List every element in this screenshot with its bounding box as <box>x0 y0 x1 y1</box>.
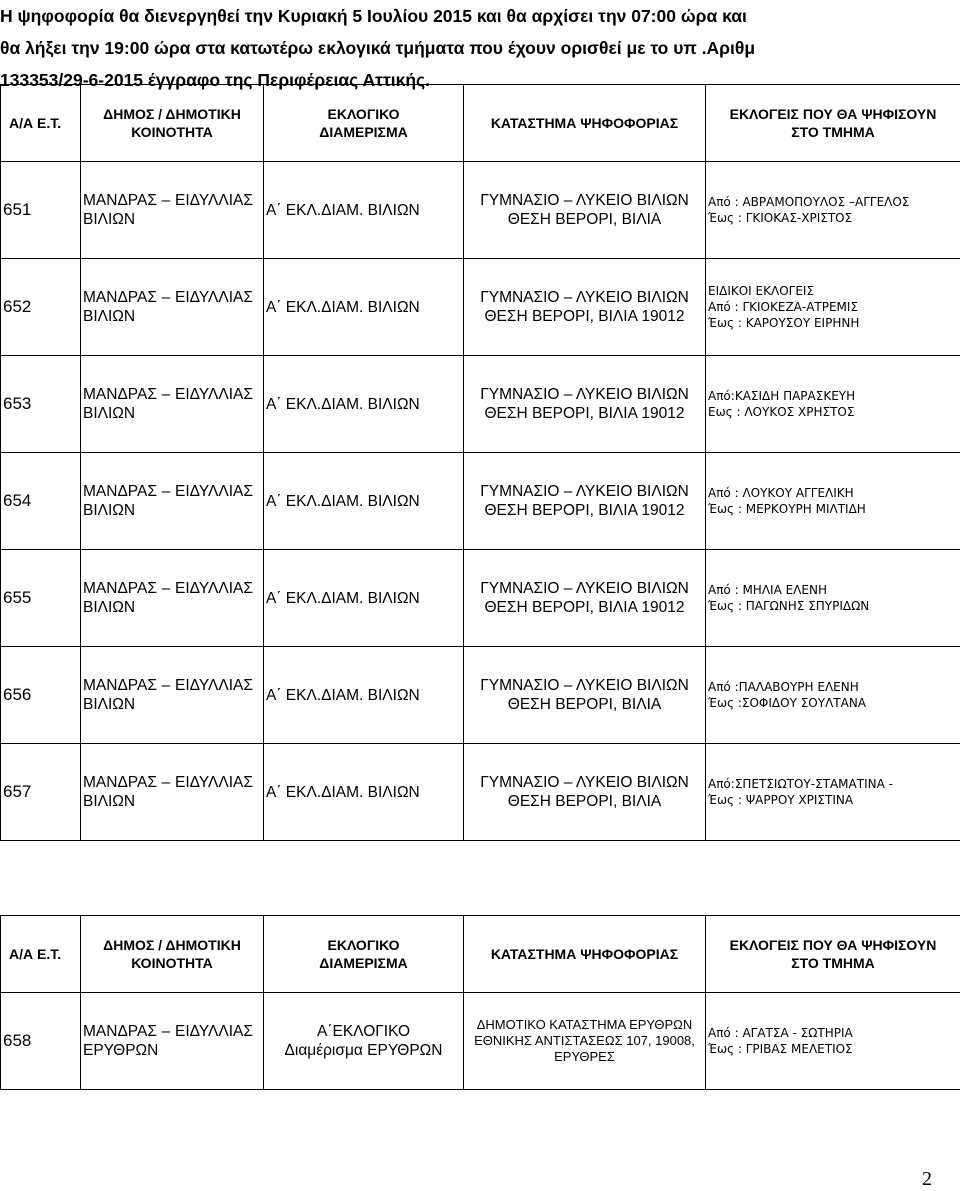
row-eklogiko: Α΄ ΕΚΛ.ΔΙΑΜ. ΒΙΛΙΩΝ <box>264 356 464 453</box>
header-eklogiko: ΕΚΛΟΓΙΚΟ ΔΙΑΜΕΡΙΣΜΑ <box>264 916 464 993</box>
row-katastima: ΓΥΜΝΑΣΙΟ – ΛΥΚΕΙΟ ΒΙΛΙΩΝ ΘΕΣΗ ΒΕΡΟΡΙ, ΒΙΛΙΑ 19012 <box>464 550 706 647</box>
row-eklogiko: Α΄ ΕΚΛ.ΔΙΑΜ. ΒΙΛΙΩΝ <box>264 259 464 356</box>
polling-stations-table-2 <box>0 915 960 1090</box>
intro-paragraph <box>0 0 945 96</box>
row-eklogiko: Α΄ ΕΚΛ.ΔΙΑΜ. ΒΙΛΙΩΝ <box>264 647 464 744</box>
row-dimos: ΜΑΝΔΡΑΣ – ΕΙΔΥΛΛΙΑΣ ΒΙΛΙΩΝ <box>81 162 264 259</box>
row-number: 658 <box>1 993 81 1090</box>
row-katastima: ΓΥΜΝΑΣΙΟ – ΛΥΚΕΙΟ ΒΙΛΙΩΝ ΘΕΣΗ ΒΕΡΟΡΙ, ΒΙΛΙΑ 19012 <box>464 453 706 550</box>
polling-stations-table <box>0 84 960 841</box>
header-aa: Α/Α Ε.Τ. <box>1 916 81 993</box>
header-eklogiko: ΕΚΛΟΓΙΚΟ ΔΙΑΜΕΡΙΣΜΑ <box>264 85 464 162</box>
intro-line-1: Η ψηφοφορία θα διενεργηθεί την Κυριακή 5 Ιουλίου 2015 και θα αρχίσει την 07:00 ώρα και <box>0 0 945 32</box>
row-voters: Από : ΜΗΛΙΑ ΕΛΕΝΗ Έως : ΠΑΓΩΝΗΣ ΣΠΥΡΙΔΩΝ <box>706 550 960 647</box>
header-katastima: ΚΑΤΑΣΤΗΜΑ ΨΗΦΟΦΟΡΙΑΣ <box>464 85 706 162</box>
row-katastima: ΓΥΜΝΑΣΙΟ – ΛΥΚΕΙΟ ΒΙΛΙΩΝ ΘΕΣΗ ΒΕΡΟΡΙ, ΒΙΛΙΑ <box>464 647 706 744</box>
row-voters: Από : ΛΟΥΚΟΥ ΑΓΓΕΛΙΚΗ Έως : ΜΕΡΚΟΥΡΗ ΜΙΛΤΙΔΗ <box>706 453 960 550</box>
table-row <box>1 453 960 550</box>
row-dimos: ΜΑΝΔΡΑΣ – ΕΙΔΥΛΛΙΑΣ ΒΙΛΙΩΝ <box>81 647 264 744</box>
row-dimos: ΜΑΝΔΡΑΣ – ΕΙΔΥΛΛΙΑΣ ΒΙΛΙΩΝ <box>81 259 264 356</box>
table-row <box>1 993 960 1090</box>
row-eklogiko: Α΄ ΕΚΛ.ΔΙΑΜ. ΒΙΛΙΩΝ <box>264 162 464 259</box>
row-number: 654 <box>1 453 81 550</box>
row-number: 653 <box>1 356 81 453</box>
row-katastima: ΔΗΜΟΤΙΚΟ ΚΑΤΑΣΤΗΜΑ ΕΡΥΘΡΩΝ ΕΘΝΙΚΗΣ ΑΝΤΙΣΤΑΣΕΩΣ 107, 19008, ΕΡΥΘΡΕΣ <box>464 993 706 1090</box>
row-katastima: ΓΥΜΝΑΣΙΟ – ΛΥΚΕΙΟ ΒΙΛΙΩΝ ΘΕΣΗ ΒΕΡΟΡΙ, ΒΙΛΙΑ <box>464 162 706 259</box>
row-number: 652 <box>1 259 81 356</box>
header-dimos: ΔΗΜΟΣ / ΔΗΜΟΤΙΚΗ ΚΟΙΝΟΤΗΤΑ <box>81 85 264 162</box>
table-header-row <box>1 85 960 162</box>
table-header-row <box>1 916 960 993</box>
header-voters: ΕΚΛΟΓΕΙΣ ΠΟΥ ΘΑ ΨΗΦΙΣΟΥΝ ΣΤΟ ΤΜΗΜΑ <box>706 916 960 993</box>
row-voters: Από:ΣΠΕΤΣΙΩΤΟΥ-ΣΤΑΜΑΤΙΝΑ - Έως : ΨΑΡΡΟΥ ΧΡΙΣΤΙΝΑ <box>706 744 960 841</box>
table-row <box>1 356 960 453</box>
row-eklogiko: Α΄ ΕΚΛ.ΔΙΑΜ. ΒΙΛΙΩΝ <box>264 453 464 550</box>
header-dimos: ΔΗΜΟΣ / ΔΗΜΟΤΙΚΗ ΚΟΙΝΟΤΗΤΑ <box>81 916 264 993</box>
table-row <box>1 647 960 744</box>
row-voters: Από : ΑΒΡΑΜΟΠΟΥΛΟΣ –ΑΓΓΕΛΟΣ Έως : ΓΚΙΟΚΑΣ-ΧΡΙΣΤΟΣ <box>706 162 960 259</box>
row-number: 657 <box>1 744 81 841</box>
row-voters: Από:ΚΑΣΙΔΗ ΠΑΡΑΣΚΕΥΗ Εως : ΛΟΥΚΟΣ ΧΡΗΣΤΟΣ <box>706 356 960 453</box>
header-voters: ΕΚΛΟΓΕΙΣ ΠΟΥ ΘΑ ΨΗΦΙΣΟΥΝ ΣΤΟ ΤΜΗΜΑ <box>706 85 960 162</box>
table-row <box>1 550 960 647</box>
row-voters: ΕΙΔΙΚΟΙ ΕΚΛΟΓΕΙΣ Από : ΓΚΙΟΚΕΖΑ-ΑΤΡΕΜΙΣ Έως : ΚΑΡΟΥΣΟΥ ΕΙΡΗΝΗ <box>706 259 960 356</box>
row-eklogiko: Α΄ ΕΚΛ.ΔΙΑΜ. ΒΙΛΙΩΝ <box>264 550 464 647</box>
header-aa: Α/Α Ε.Τ. <box>1 85 81 162</box>
table-row <box>1 259 960 356</box>
row-katastima: ΓΥΜΝΑΣΙΟ – ΛΥΚΕΙΟ ΒΙΛΙΩΝ ΘΕΣΗ ΒΕΡΟΡΙ, ΒΙΛΙΑ 19012 <box>464 259 706 356</box>
page-number: 2 <box>922 1168 932 1191</box>
row-number: 656 <box>1 647 81 744</box>
row-dimos: ΜΑΝΔΡΑΣ – ΕΙΔΥΛΛΙΑΣ ΒΙΛΙΩΝ <box>81 744 264 841</box>
row-dimos: ΜΑΝΔΡΑΣ – ΕΙΔΥΛΛΙΑΣ ΒΙΛΙΩΝ <box>81 550 264 647</box>
intro-line-2: θα λήξει την 19:00 ώρα στα κατωτέρω εκλογικά τμήματα που έχουν ορισθεί με το υπ .Αριθμ <box>0 32 945 64</box>
row-katastima: ΓΥΜΝΑΣΙΟ – ΛΥΚΕΙΟ ΒΙΛΙΩΝ ΘΕΣΗ ΒΕΡΟΡΙ, ΒΙΛΙΑ <box>464 744 706 841</box>
table-row <box>1 744 960 841</box>
row-eklogiko: Α΄ΕΚΛΟΓΙΚΟ Διαμέρισμα ΕΡΥΘΡΩΝ <box>264 993 464 1090</box>
row-eklogiko: Α΄ ΕΚΛ.ΔΙΑΜ. ΒΙΛΙΩΝ <box>264 744 464 841</box>
table-row <box>1 162 960 259</box>
header-katastima: ΚΑΤΑΣΤΗΜΑ ΨΗΦΟΦΟΡΙΑΣ <box>464 916 706 993</box>
row-number: 655 <box>1 550 81 647</box>
row-voters: Από :ΠΑΛΑΒΟΥΡΗ ΕΛΕΝΗ Έως :ΣΟΦΙΔΟΥ ΣΟΥΛΤΑΝΑ <box>706 647 960 744</box>
row-dimos: ΜΑΝΔΡΑΣ – ΕΙΔΥΛΛΙΑΣ ΒΙΛΙΩΝ <box>81 356 264 453</box>
intro-line-3: 133353/29-6-2015 έγγραφο της Περιφέρειας Αττικής. <box>0 64 945 96</box>
row-dimos: ΜΑΝΔΡΑΣ – ΕΙΔΥΛΛΙΑΣ ΒΙΛΙΩΝ <box>81 453 264 550</box>
row-dimos: ΜΑΝΔΡΑΣ – ΕΙΔΥΛΛΙΑΣ ΕΡΥΘΡΩΝ <box>81 993 264 1090</box>
row-number: 651 <box>1 162 81 259</box>
row-katastima: ΓΥΜΝΑΣΙΟ – ΛΥΚΕΙΟ ΒΙΛΙΩΝ ΘΕΣΗ ΒΕΡΟΡΙ, ΒΙΛΙΑ 19012 <box>464 356 706 453</box>
row-voters: Από : ΑΓΑΤΣΑ - ΣΩΤΗΡΙΑ Έως : ΓΡΙΒΑΣ ΜΕΛΕΤΙΟΣ <box>706 993 960 1090</box>
